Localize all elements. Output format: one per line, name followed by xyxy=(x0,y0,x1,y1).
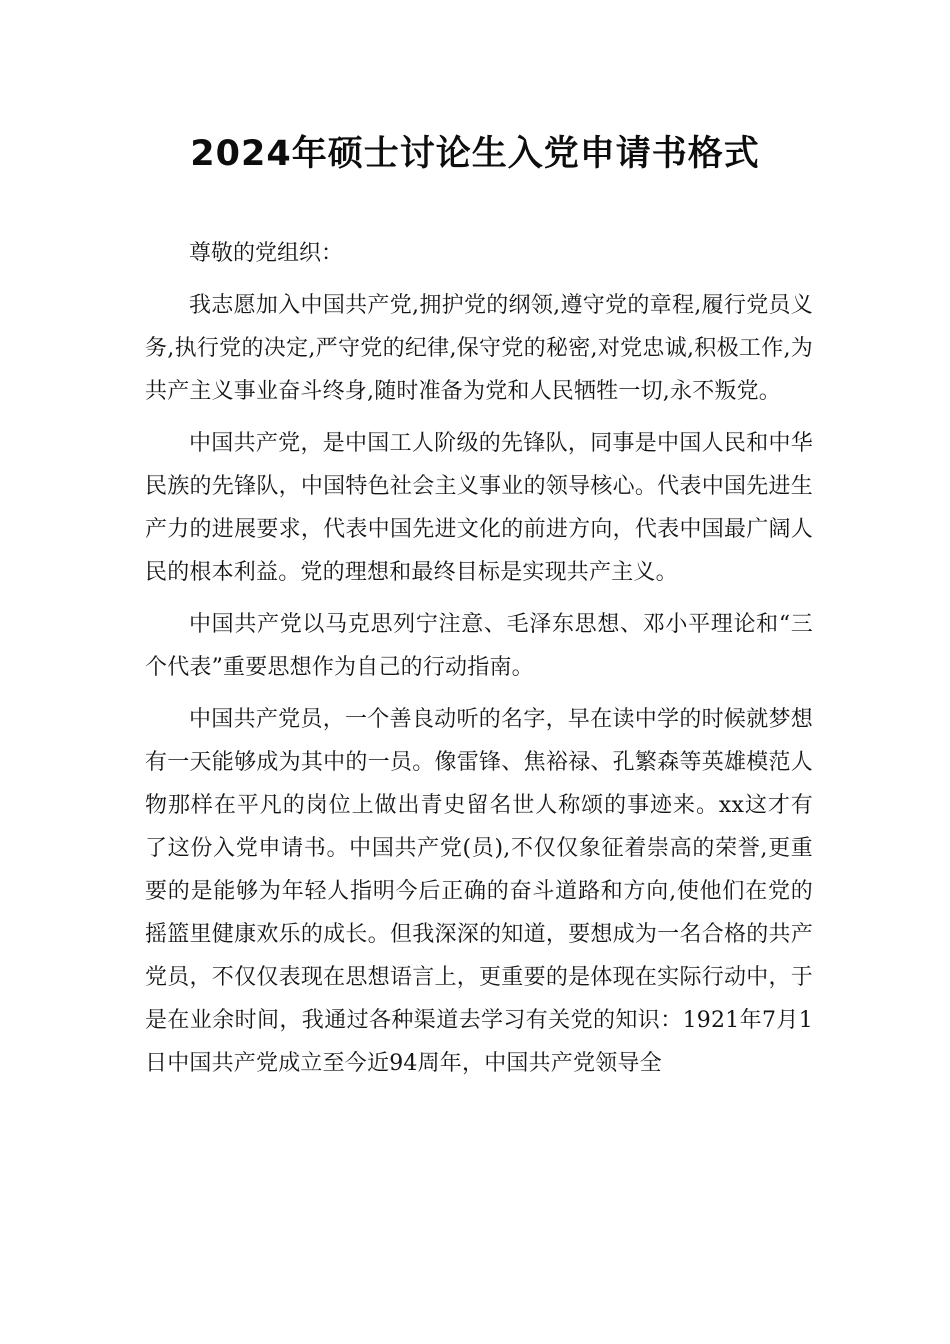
document-title: 2024年硕士讨论生入党申请书格式 xyxy=(190,134,760,174)
paragraph-party-nature: 中国共产党，是中国工人阶级的先锋队，同事是中国人民和中华民族的先锋队，中国特色社会主义事业的领导核心。代表中国先进生产力的进展要求，代表中国先进文化的前进方向，代表中国最广阔人民的根本利益。党的理想和最终目标是实现共产主义。 xyxy=(145,431,813,585)
paragraph-pledge: 我志愿加入中国共产党,拥护党的纲领,遵守党的章程,履行党员义务,执行党的决定,严守党的纪律,保守党的秘密,对党忠诚,积极工作,为共产主义事业奋斗终身,随时准备为党和人民牺牲一切,永不叛党。 xyxy=(145,293,813,404)
paragraph-personal-aspiration: 中国共产党员，一个善良动听的名字，早在读中学的时候就梦想有一天能够成为其中的一员。像雷锋、焦裕禄、孔繁森等英雄模范人物那样在平凡的岗位上做出青史留名世人称颂的事迹来。xx这才有了这份入党申请书。中国共产党(员),不仅仅象征着崇高的荣誉,更重要的是能够为年轻人指明今后正确的奋斗道路和方向,使他们在党的摇篮里健康欢乐的成长。但我深深的知道，要想成为一名合格的共产党员，不仅仅表现在思想语言上，更重要的是体现在实际行动中，于是在业余时间，我通过各种渠道去学习有关党的知识：1921年7月1日中国共产党成立至今近94周年，中国共产党领导全 xyxy=(145,707,813,1076)
salutation: 尊敬的党组织： xyxy=(189,241,344,266)
document-body xyxy=(145,232,813,1094)
paragraph-guiding-ideology: 中国共产党以马克思列宁注意、毛泽东思想、邓小平理论和“三个代表”重要思想作为自己的行动指南。 xyxy=(145,612,813,680)
